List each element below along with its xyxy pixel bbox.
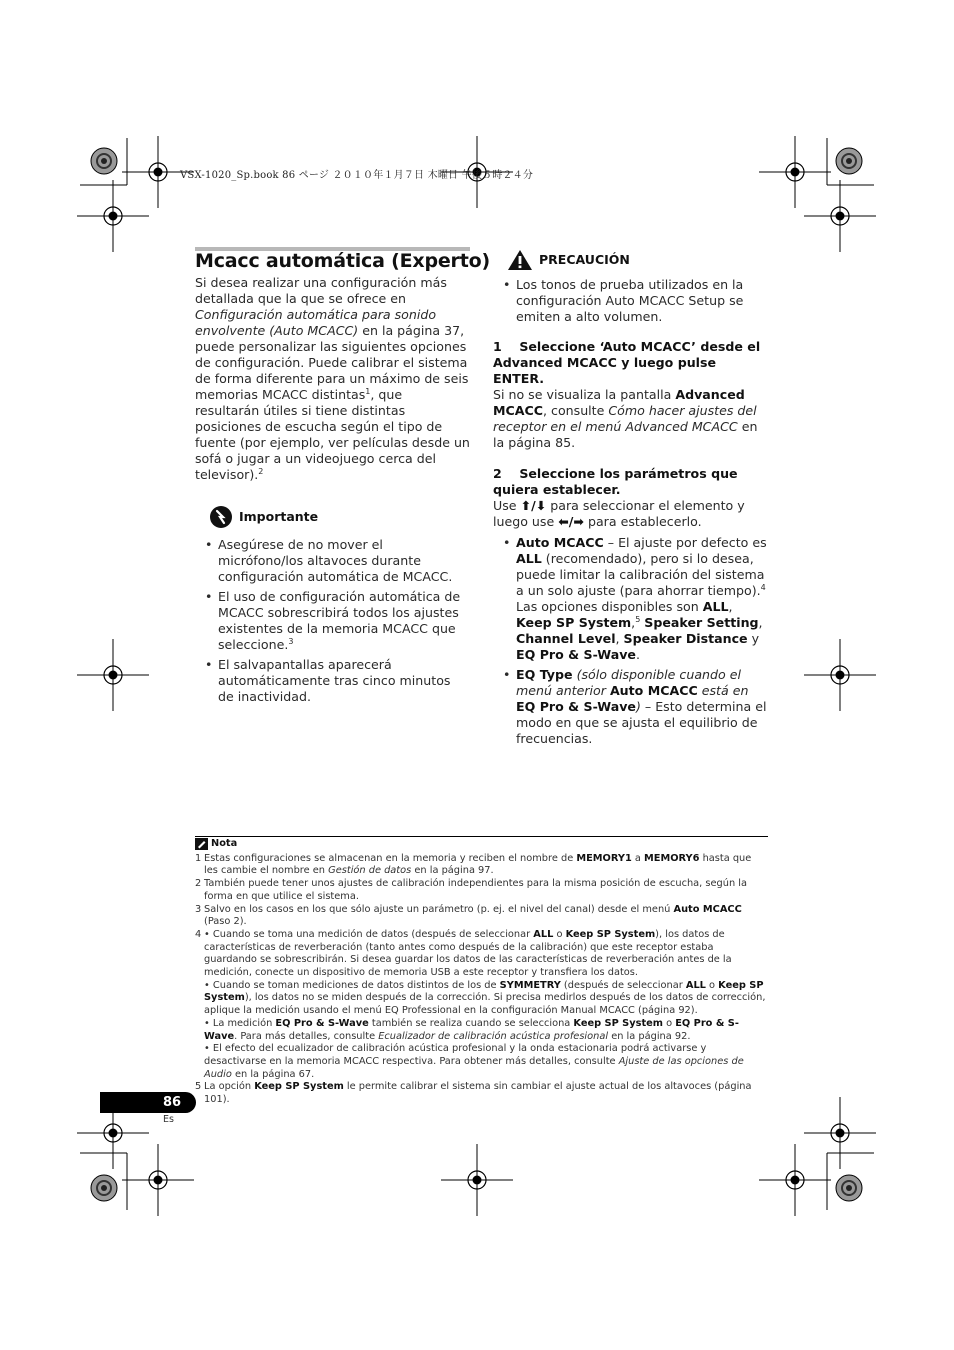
text-run: , consulte — [543, 403, 609, 418]
text-run: • Cuando se toma una medición de datos (después de seleccionar — [204, 928, 534, 940]
text-run: – El ajuste por defecto es — [603, 535, 767, 550]
text-run: 1 — [365, 386, 371, 396]
text-run: 2 — [258, 466, 264, 476]
bullet-item — [195, 537, 470, 585]
warning-icon — [507, 249, 533, 271]
text-run: le permite calibrar el sistema sin cambiar el ajuste actual de los altavoces (página 101). — [204, 1081, 752, 1106]
text-run: Configuración automática para sonido envolvente (Auto MCACC) — [195, 307, 437, 338]
text-run: Keep SP System — [516, 615, 632, 630]
text-run: o — [705, 979, 719, 991]
text-run: Si no se visualiza la pantalla — [493, 387, 676, 402]
note-label: Nota — [211, 838, 238, 849]
footnote — [195, 929, 768, 980]
bullet-item — [493, 277, 768, 325]
text-run: ALL — [516, 551, 542, 566]
text-run: está en — [697, 683, 749, 698]
text-run: Auto MCACC — [609, 683, 698, 698]
print-header: VSX-1020_Sp.book 86 ページ ２０１０年１月７日 木曜日 午後５時２４分 — [180, 170, 534, 181]
text-run: EQ Pro & S-Wave — [516, 699, 636, 714]
text-run: para establecerlo. — [583, 514, 702, 529]
text-run: Keep SP System — [565, 928, 656, 940]
text-run: ⬅/➡ — [558, 514, 584, 529]
text-run: Salvo en los casos en los que sólo ajuste un parámetro (p. ej. el nivel del canal) desde el menú — [204, 903, 674, 915]
intro-paragraph — [195, 275, 470, 483]
footnote — [195, 878, 768, 903]
text-run: para seleccionar el elemento y luego use — [493, 498, 745, 529]
text-run: , — [758, 615, 763, 630]
bullet-dot: • — [205, 537, 213, 552]
footnote-number: 2 — [195, 878, 202, 890]
bullet-dot: • — [205, 657, 213, 672]
text-run: 3 — [288, 636, 294, 646]
text-run: en la página 37, puede personalizar las siguientes opciones de configuración. Puede calibrar el sistema de forma diferente para un máximo de seis memorias MCACC distintas — [195, 323, 469, 402]
text-run: también se realiza cuando se selecciona — [368, 1017, 574, 1029]
step-1-text: Seleccione ‘Auto MCACC’ desde el Advanced MCACC y luego pulse ENTER. — [493, 339, 761, 386]
step-2-title — [493, 466, 768, 498]
bullet-item — [493, 667, 768, 747]
text-run: Speaker Setting — [644, 615, 759, 630]
text-run: EQ Pro & S-Wave — [516, 647, 636, 662]
text-run: El salvapantallas aparecerá automáticamente tras cinco minutos de inactividad. — [218, 657, 451, 704]
footnote — [195, 904, 768, 929]
step-2-text: Seleccione los parámetros que quiera establecer. — [493, 466, 738, 497]
caution-list — [493, 277, 768, 325]
text-run: hasta que les cambie el nombre en — [204, 852, 752, 877]
step-1-body — [493, 387, 768, 451]
text-run: Si desea realizar una configuración más detallada que la que se ofrece en — [195, 275, 447, 306]
footnotes — [195, 836, 768, 1107]
text-run: en la página 67. — [231, 1068, 315, 1080]
bullet-dot: • — [205, 589, 213, 604]
important-icon — [209, 505, 233, 529]
caution-header — [507, 249, 768, 271]
footnote — [195, 1081, 768, 1106]
important-list — [195, 537, 470, 705]
text-run: ALL — [685, 979, 706, 991]
bullet-dot: • — [503, 667, 511, 682]
text-run: Speaker Distance — [623, 631, 748, 646]
text-run: Auto MCACC — [516, 535, 604, 550]
text-run: o — [663, 1017, 676, 1029]
text-run: (Paso 2). — [204, 916, 247, 928]
text-run: 4 — [760, 582, 766, 592]
text-run: • La medición — [204, 1017, 276, 1029]
text-run: ), los datos no se miden después de la corrección. Si precisa medirlos después de los datos de corrección, aplique la medición usando el menú EQ Professional en la configuración Manual MCACC (página 92). — [204, 992, 766, 1017]
text-run: EQ Type — [516, 667, 573, 682]
section-title: Mcacc automática (Experto) — [195, 250, 490, 272]
footnote-number: 3 — [195, 903, 202, 915]
text-run: , — [615, 631, 624, 646]
bullet-item — [195, 589, 470, 653]
text-run: Ecualizador de calibración acústica profesional — [378, 1030, 609, 1042]
text-run: Gestión de datos — [328, 865, 412, 877]
step-2-body — [493, 498, 768, 530]
footnote-number: 4 — [195, 928, 202, 940]
right-column — [493, 249, 768, 751]
bullet-item — [493, 535, 768, 663]
text-run: Los tonos de prueba utilizados en la configuración Auto MCACC Setup se emiten a alto volumen. — [516, 277, 744, 324]
step-1-number: 1 — [493, 339, 502, 354]
text-run: ) — [635, 699, 641, 714]
text-run: – Esto determina el modo en que se ajusta el equilibrio de frecuencias. — [516, 699, 767, 746]
text-run: • El efecto del ecualizador de calibración acústica profesional y la onda estacionaria podrá activarse y desactivarse en la memoria MCACC respectiva. Para obtener más detalles, consulte — [204, 1043, 707, 1067]
text-run: EQ Pro & S-Wave — [204, 1017, 739, 1042]
text-run: Keep SP System — [204, 979, 764, 1004]
text-run: ALL — [533, 928, 554, 940]
text-run: Estas configuraciones se almacenan en la memoria y reciben el nombre de — [204, 852, 577, 864]
text-run: , — [728, 599, 733, 614]
bullet-item — [195, 657, 470, 705]
text-run: Ajuste de las opciones de Audio — [204, 1055, 744, 1080]
footnote-list — [195, 853, 768, 1107]
text-run: , que resultarán útiles si tiene distintas posiciones de escucha según el tipo de fuente (por ejemplo, ver películas desde un sofá o jugar a un videojuego cerca del televisor). — [195, 387, 470, 482]
step-1-title — [493, 339, 768, 387]
text-run: MEMORY1 — [576, 852, 632, 864]
text-run: en la página 92. — [608, 1030, 691, 1042]
text-run: en la página 97. — [411, 865, 494, 877]
text-run: MEMORY6 — [644, 852, 700, 864]
text-run: ALL — [702, 599, 729, 614]
note-icon — [195, 838, 208, 850]
important-label: Importante — [239, 509, 319, 524]
bullet-dot: • — [503, 535, 511, 550]
page-language: Es — [163, 1114, 174, 1125]
text-run: , — [631, 615, 636, 630]
text-run: ), los datos de características de reverberación (tanto antes como después de la calibración) que este receptor estaba guardando se sobrescribirán. Si desea guardar los datos de las características de reverberación antes de la medición, conecte un dispositivo de memoria USB a este receptor y transfiera los datos. — [204, 928, 732, 979]
text-run: (sólo disponible cuando el menú anterior — [516, 667, 741, 698]
footnote — [195, 1018, 768, 1043]
note-header — [195, 838, 768, 851]
left-column — [195, 275, 470, 709]
footnote-number: 1 — [195, 852, 202, 864]
bullet-dot: • — [503, 277, 511, 292]
text-run: en la página 85. — [493, 419, 758, 450]
text-run: . — [635, 647, 640, 662]
text-run: La opción — [204, 1081, 255, 1093]
footnote — [195, 980, 768, 1018]
text-run: (recomendado), pero si lo desea, puede limitar la calibración del sistema a un solo ajuste (para ahorrar tiempo). — [516, 551, 765, 598]
text-run: . Para más detalles, consulte — [234, 1030, 379, 1042]
text-run: Channel Level — [516, 631, 616, 646]
text-run: SYMMETRY — [499, 979, 561, 991]
text-run: EQ Pro & S-Wave — [275, 1017, 369, 1029]
footnote — [195, 853, 768, 878]
page-tab — [100, 1092, 196, 1113]
text-run: • Cuando se toman mediciones de datos distintos de los de — [204, 979, 500, 991]
text-run: Cómo hacer ajustes del receptor en el menú Advanced MCACC — [493, 403, 757, 434]
text-run: Keep SP System — [573, 1017, 663, 1029]
footnote — [195, 1043, 768, 1081]
text-run: Keep SP System — [254, 1081, 344, 1093]
text-run: El uso de configuración automática de MCACC sobrescribirá todos los ajustes existentes de la memoria MCACC que seleccione. — [218, 589, 461, 652]
step-2-number: 2 — [493, 466, 502, 481]
text-run: y — [747, 631, 760, 646]
text-run: 5 — [635, 614, 641, 624]
step-2-options — [493, 535, 768, 747]
text-run: Use — [493, 498, 521, 513]
caution-label: PRECAUCIÓN — [539, 252, 630, 267]
important-header — [209, 505, 470, 529]
text-run: ⬆/⬇ — [520, 498, 547, 513]
text-run: Asegúrese de no mover el micrófono/los altavoces durante configuración automática de MCACC. — [218, 537, 453, 584]
text-run: Advanced MCACC — [493, 387, 745, 418]
text-run: También puede tener unos ajustes de calibración independientes para la misma posición de escucha, según la forma en que utilice el sistema. — [204, 878, 748, 902]
page-number: 86 — [163, 1095, 182, 1110]
text-run: Las opciones disponibles son — [516, 599, 703, 614]
text-run: o — [553, 928, 566, 940]
text-run: (después de seleccionar — [560, 979, 686, 991]
text-run: Auto MCACC — [673, 903, 742, 915]
text-run: a — [631, 852, 645, 864]
footnote-number: 5 — [195, 1081, 202, 1093]
